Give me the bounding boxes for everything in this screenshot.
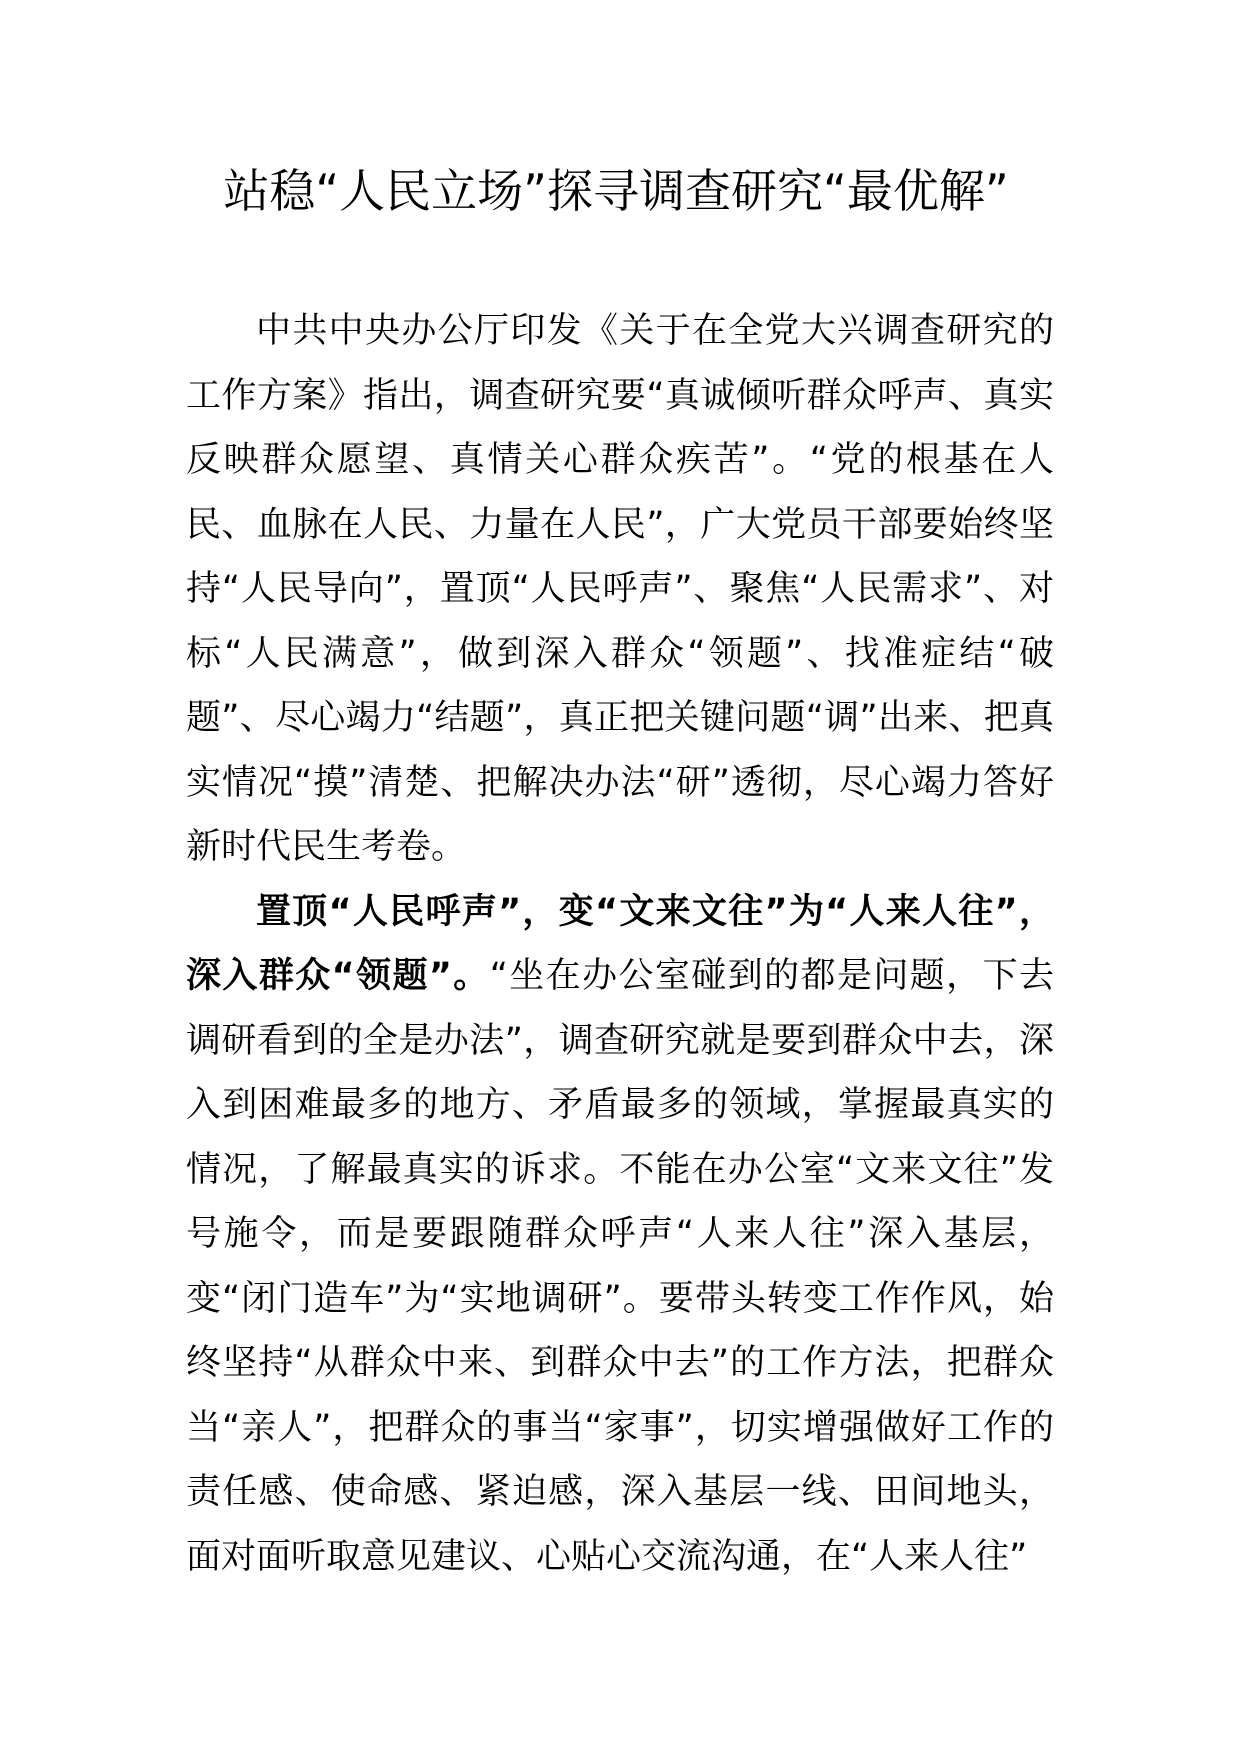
paragraph-people-voice-heading: 置顶“人民呼声”，变“文来文往”为“人来人往”，深入群众“领题”。 bbox=[186, 891, 1054, 996]
paragraph-people-voice bbox=[186, 880, 1054, 1590]
document-body bbox=[186, 299, 1054, 1589]
paragraph-people-voice-text: “坐在办公室碰到的都是问题，下去调研看到的全是办法”，调查研究就是要到群众中去，深入到困难最多的地方、矛盾最多的领域，掌握最真实的情况，了解最真实的诉求。不能在办公室“文来文往”发号施令，而是要跟随群众呼声“人来人往”深入基层，变“闭门造车”为“实地调研”。要带头转变工作作风，始终坚持“从群众中来、到群众中去”的工作方法，把群众当“亲人”，把群众的事当“家事”，切实增强做好工作的责任感、使命感、紧迫感，深入基层一线、田间地头，面对面听取意见建议、心贴心交流沟通，在“人来人往” bbox=[186, 956, 1054, 1577]
document-title: 站稳“人民立场”探寻调查研究“最优解” bbox=[223, 164, 1009, 218]
paragraph-intro-text: 中共中央办公厅印发《关于在全党大兴调查研究的工作方案》指出，调查研究要“真诚倾听群众呼声、真实反映群众愿望、真情关心群众疾苦”。“党的根基在人民、血脉在人民、力量在人民”，广大党员干部要始终坚持“人民导向”，置顶“人民呼声”、聚焦“人民需求”、对标“人民满意”，做到深入群众“领题”、找准症结“破题”、尽心竭力“结题”，真正把关键问题“调”出来、把真实情况“摸”清楚、把解决办法“研”透彻，尽心竭力答好新时代民生考卷。 bbox=[186, 311, 1054, 867]
paragraph-intro bbox=[186, 299, 1054, 880]
